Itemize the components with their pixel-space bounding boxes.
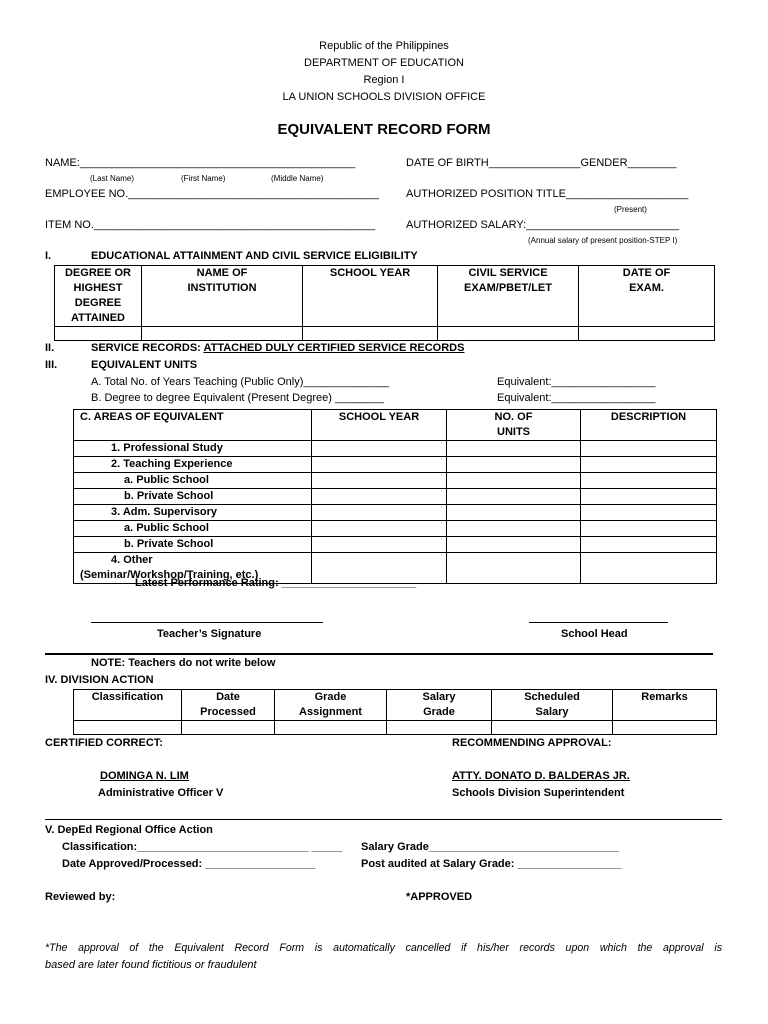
areas-row-other[interactable]: 4. Other (Seminar/Workshop/Training, etc.)	[74, 553, 717, 584]
areas-row[interactable]: 1. Professional Study	[74, 441, 717, 457]
regional-classification-field[interactable]: Classification:____________________________ _____	[62, 841, 343, 853]
col-scheduled-salary: Scheduled Salary	[492, 690, 613, 721]
division-row[interactable]	[74, 721, 717, 735]
years-teaching-field[interactable]: A. Total No. of Years Teaching (Public Only)______________	[91, 376, 390, 388]
areas-row[interactable]: b. Private School	[74, 537, 717, 553]
header-region: Region I	[363, 74, 405, 86]
education-row[interactable]	[55, 327, 715, 341]
equivalent-b-field[interactable]: Equivalent:_________________	[497, 392, 656, 404]
col-description: DESCRIPTION	[581, 410, 717, 441]
footnote-line1: *The approval of the Equivalent Record Form is automatically cancelled if his/her records upon which the approval is	[45, 942, 722, 954]
header-republic: Republic of the Philippines	[319, 40, 449, 52]
sds-name: ATTY. DONATO D. BALDERAS JR.	[452, 770, 630, 782]
date-approved-field[interactable]: Date Approved/Processed: __________________	[62, 858, 316, 870]
employee-no-field[interactable]: EMPLOYEE NO._________________________________________	[45, 188, 379, 200]
divider	[45, 819, 722, 820]
areas-header-row	[74, 410, 717, 441]
education-header-row	[55, 266, 715, 327]
education-table	[54, 265, 715, 341]
certified-correct-label: CERTIFIED CORRECT:	[45, 737, 163, 749]
dob-gender-field[interactable]: DATE OF BIRTH_______________GENDER________	[406, 157, 677, 169]
areas-table	[73, 409, 717, 584]
col-date-exam: DATE OF EXAM.	[579, 266, 715, 327]
areas-row[interactable]: a. Public School	[74, 521, 717, 537]
sds-title: Schools Division Superintendent	[452, 787, 625, 799]
section1-title: EDUCATIONAL ATTAINMENT AND CIVIL SERVICE ELIGIBILITY	[91, 250, 418, 262]
section4-title: IV. DIVISION ACTION	[45, 674, 154, 686]
col-areas-school-year: SCHOOL YEAR	[312, 410, 447, 441]
school-head-signature-line[interactable]	[529, 622, 668, 623]
col-units: NO. OF UNITS	[447, 410, 581, 441]
areas-row[interactable]: a. Public School	[74, 473, 717, 489]
performance-rating-field[interactable]: Latest Performance Rating: ______________________	[135, 577, 417, 589]
officer-name: DOMINGA N. LIM	[100, 770, 189, 782]
col-remarks: Remarks	[613, 690, 717, 721]
degree-equivalent-field[interactable]: B. Degree to degree Equivalent (Present Degree) ________	[91, 392, 384, 404]
approved-label: *APPROVED	[406, 891, 473, 903]
officer-title: Administrative Officer V	[98, 787, 224, 799]
section3-num: III.	[45, 359, 58, 371]
teacher-signature-line[interactable]	[91, 622, 323, 623]
col-degree: DEGREE OR HIGHEST DEGREE ATTAINED	[55, 266, 142, 327]
post-audited-field[interactable]: Post audited at Salary Grade: _________________	[361, 858, 622, 870]
position-field[interactable]: AUTHORIZED POSITION TITLE____________________	[406, 188, 689, 200]
section3-title: EQUIVALENT UNITS	[91, 359, 198, 371]
section5-title: V. DepEd Regional Office Action	[45, 824, 213, 836]
col-civil-service: CIVIL SERVICE EXAM/PBET/LET	[438, 266, 579, 327]
present-hint: (Present)	[614, 205, 647, 214]
section2-num: II.	[45, 342, 55, 354]
col-classification: Classification	[74, 690, 182, 721]
col-institution: NAME OF INSTITUTION	[142, 266, 303, 327]
division-action-table	[73, 689, 717, 735]
note-text: NOTE: Teachers do not write below	[91, 657, 276, 669]
col-school-year: SCHOOL YEAR	[303, 266, 438, 327]
item-no-field[interactable]: ITEM NO.______________________________________________	[45, 219, 376, 231]
header-deped: DEPARTMENT OF EDUCATION	[304, 57, 464, 69]
page-title: EQUIVALENT RECORD FORM	[277, 121, 491, 138]
header-division: LA UNION SCHOOLS DIVISION OFFICE	[282, 91, 486, 103]
areas-row[interactable]: 3. Adm. Supervisory	[74, 505, 717, 521]
last-name-hint: (Last Name)	[90, 174, 135, 183]
col-date-processed: Date Processed	[182, 690, 275, 721]
col-areas: C. AREAS OF EQUIVALENT	[74, 410, 312, 441]
equivalent-a-field[interactable]: Equivalent:_________________	[497, 376, 656, 388]
division-header-row	[74, 690, 717, 721]
middle-name-hint: (Middle Name)	[271, 174, 324, 183]
salary-hint: (Annual salary of present position-STEP I)	[528, 236, 678, 245]
col-salary-grade: Salary Grade	[387, 690, 492, 721]
section1-num: I.	[45, 250, 52, 262]
reviewed-by-label: Reviewed by:	[45, 891, 116, 903]
first-name-hint: (First Name)	[181, 174, 226, 183]
school-head-label: School Head	[561, 628, 628, 640]
areas-row[interactable]: 2. Teaching Experience	[74, 457, 717, 473]
name-field[interactable]: NAME:_____________________________________________	[45, 157, 356, 169]
teacher-signature-label: Teacher’s Signature	[157, 628, 262, 640]
col-grade-assignment: Grade Assignment	[275, 690, 387, 721]
salary-field[interactable]: AUTHORIZED SALARY:_________________________	[406, 219, 680, 231]
section2-line: SERVICE RECORDS: ATTACHED DULY CERTIFIED SERVICE RECORDS	[91, 342, 465, 354]
divider	[45, 653, 713, 655]
regional-salary-grade-field[interactable]: Salary Grade_______________________________	[361, 841, 619, 853]
areas-row[interactable]: b. Private School	[74, 489, 717, 505]
recommending-approval-label: RECOMMENDING APPROVAL:	[452, 737, 612, 749]
footnote-line2: based are later found fictitious or fraudulent	[45, 959, 257, 971]
